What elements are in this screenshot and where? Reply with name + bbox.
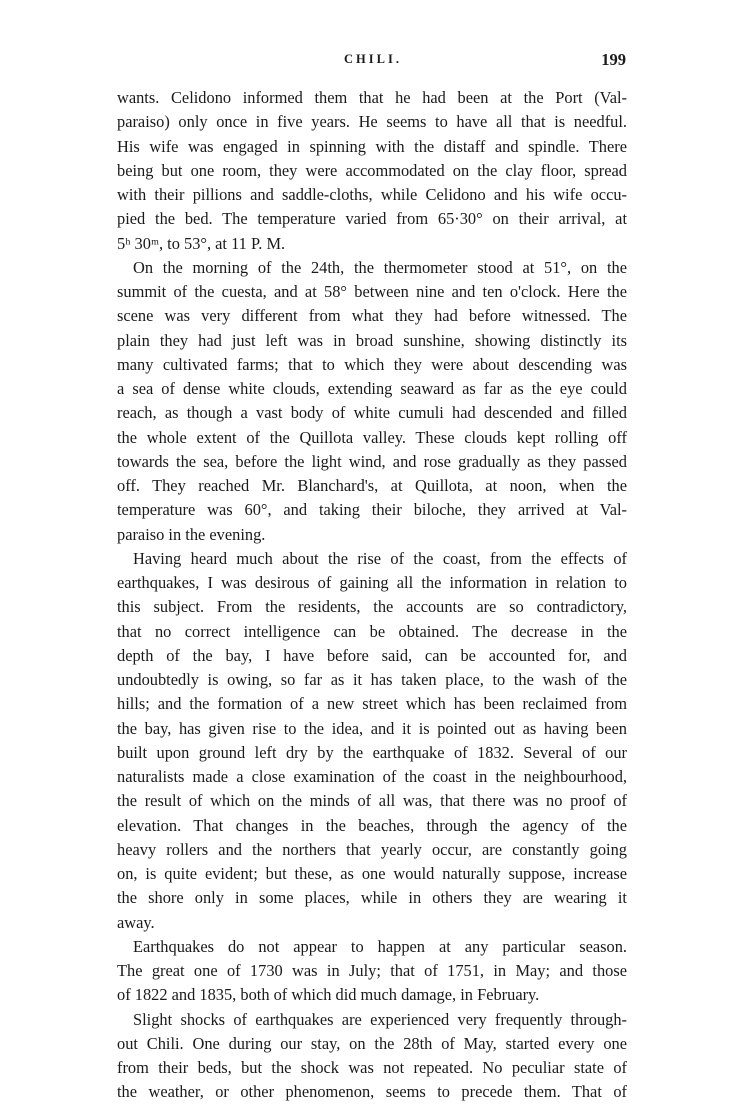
text-line: that no correct intelligence can be obtained. The decrease in the	[117, 621, 627, 641]
running-head	[118, 50, 628, 72]
text-line: naturalists made a close examination of the coast in the neighbourhood,	[117, 767, 627, 786]
text-line: paraiso in the evening.	[117, 524, 266, 544]
text-line: heavy rollers and the northers that yearly occur, are constantly going	[117, 839, 627, 859]
text-line: many cultivated farms; that to which they were about descending was	[117, 354, 627, 374]
text-line: The great one of 1730 was in July; that of 1751, in May; and those	[117, 961, 627, 980]
text-line: temperature was 60°, and taking their biloche, they arrived at Val-	[117, 500, 627, 520]
text-line: hills; and the formation of a new street which has been reclaimed from	[117, 694, 627, 714]
text-line: Earthquakes do not appear to happen at any particular season.	[133, 936, 627, 956]
text-line: elevation. That changes in the beaches, through the agency of the	[117, 815, 627, 835]
text-line: the shore only in some places, while in others they are wearing it	[117, 888, 627, 908]
text-line: out Chili. One during our stay, on the 28th of May, started every one	[117, 1033, 627, 1053]
text-line: summit of the cuesta, and at 58° between nine and ten o'clock. Here the	[117, 282, 627, 301]
text-line: on, is quite evident; but these, as one would naturally suppose, increase	[117, 864, 627, 883]
text-line: the whole extent of the Quillota valley. These clouds kept rolling off	[117, 427, 627, 447]
text-line: away.	[117, 912, 155, 932]
text-line: reach, as though a vast body of white cumuli had descended and filled	[117, 403, 627, 423]
text-line: this subject. From the residents, the accounts are so contradictory,	[117, 597, 627, 617]
text-line: depth of the bay, I have before said, can be accounted for, and	[117, 645, 627, 665]
text-line: earthquakes, I was desirous of gaining all the information in relation to	[117, 573, 627, 592]
text-line: a sea of dense white clouds, extending seaward as far as the eye could	[117, 379, 627, 398]
text-line: with their pillions and saddle-cloths, while Celidono and his wife occu-	[117, 185, 627, 204]
text-line: from their beds, but the shock was not repeated. No peculiar state of	[117, 1058, 627, 1077]
body-text	[117, 86, 627, 1105]
text-line: off. They reached Mr. Blanchard's, at Quillota, at noon, when the	[117, 476, 627, 495]
text-line: pied the bed. The temperature varied from 65·30° on their arrival, at	[117, 209, 627, 229]
text-line: 5ʰ 30ᵐ, to 53°, at 11 P. M.	[117, 233, 286, 253]
text-line: towards the sea, before the light wind, and rose gradually as they passed	[117, 451, 627, 471]
text-line: the weather, or other phenomenon, seems to precede them. That of	[117, 1082, 627, 1102]
text-line: being but one room, they were accommodated on the clay floor, spread	[117, 160, 627, 180]
text-line: built upon ground left dry by the earthquake of 1832. Several of our	[117, 742, 627, 762]
text-line: the result of which on the minds of all was, that there was no proof of	[117, 791, 627, 811]
running-title: CHILI.	[344, 52, 402, 66]
text-line: His wife was engaged in spinning with the distaff and spindle. There	[117, 136, 627, 156]
text-line: plain they had just left was in broad sunshine, showing distinctly its	[117, 330, 627, 350]
text-line: undoubtedly is owing, so far as it has taken place, to the wash of the	[117, 670, 627, 689]
text-line: paraiso) only once in five years. He seems to have all that is needful.	[117, 112, 627, 132]
page-number: 199	[601, 50, 626, 69]
text-line: On the morning of the 24th, the thermometer stood at 51°, on the	[133, 257, 627, 277]
text-line: scene was very different from what they had before witnessed. The	[117, 306, 627, 326]
text-line: of 1822 and 1835, both of which did much damage, in February.	[117, 985, 540, 1005]
text-line: Slight shocks of earthquakes are experienced very frequently through-	[133, 1009, 627, 1029]
text-line: the bay, has given rise to the idea, and it is pointed out as having been	[117, 718, 627, 738]
text-line: Having heard much about the rise of the coast, from the effects of	[133, 548, 627, 568]
text-line: wants. Celidono informed them that he had been at the Port (Val-	[117, 88, 627, 107]
